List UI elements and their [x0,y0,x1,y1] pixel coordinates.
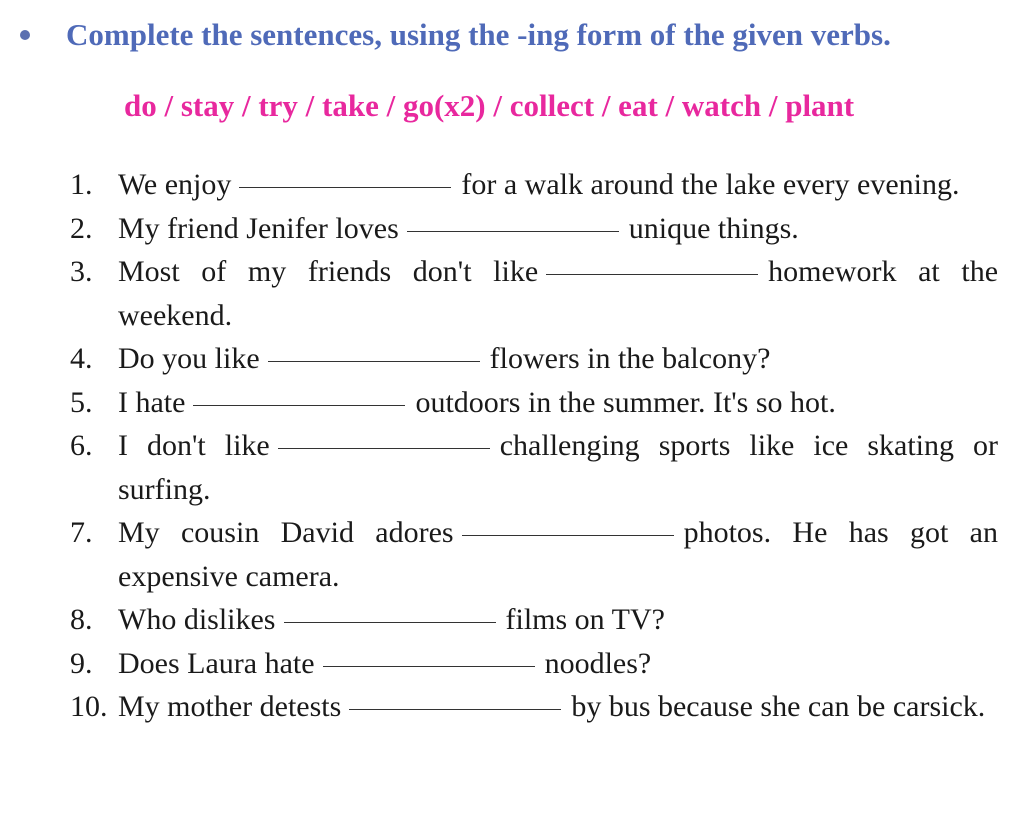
instruction-text: Complete the sentences, using the -ing form of the given verbs. [66,17,891,52]
sentence [118,381,998,425]
exercise-item-7 [70,511,998,598]
answer-blank[interactable] [268,360,480,362]
sentence-end: noodles? [544,646,652,680]
word-bank: do / stay / try / take / go(x2) / collect / eat / watch / plant [124,88,855,123]
sentence-start: I hate [118,385,186,419]
sentence-end: outdoors in the summer. It's so hot. [415,385,836,419]
sentence [118,207,998,251]
sentence-start: Most of my friends don't like [118,255,539,288]
exercise-item-4 [70,337,998,381]
answer-blank[interactable] [239,186,451,188]
answer-blank[interactable] [349,708,561,710]
answer-blank[interactable] [278,447,490,449]
answer-blank[interactable] [546,273,758,275]
exercise-item-10 [70,685,998,729]
sentence-start: Who dislikes [118,603,276,636]
exercise-item-6 [70,424,998,511]
item-number: 10. [70,690,108,723]
item-number: 3. [70,255,93,288]
answer-blank[interactable] [193,404,405,406]
sentence-end: homework at the weekend. [118,255,999,332]
sentence-end: flowers in the balcony? [489,342,771,375]
item-number: 1. [70,168,93,201]
sentence [118,337,998,381]
answer-blank[interactable] [462,534,674,536]
sentence-end: films on TV? [505,603,665,636]
instruction-heading [14,14,1004,56]
exercise-item-1 [70,163,998,207]
item-number: 7. [70,516,93,549]
sentence [118,250,998,337]
answer-blank[interactable] [284,621,496,623]
sentence-start: Do you like [118,342,260,375]
exercise-item-5 [70,381,998,425]
sentence [118,598,998,642]
sentence [118,163,998,207]
sentence-end: by bus because she can be carsick. [571,690,986,723]
sentence [118,642,998,686]
sentence-start: My friend Jenifer loves [118,211,399,245]
sentence-start: We enjoy [118,168,232,201]
sentence-end: challenging sports like ice skating or surfing. [118,429,998,506]
item-number: 9. [70,646,93,680]
item-number: 2. [70,211,93,245]
answer-blank[interactable] [323,665,535,667]
bullet-icon [20,30,30,40]
sentence-start: I don't like [118,429,270,462]
item-number: 6. [70,429,93,462]
exercise-item-8 [70,598,998,642]
sentence-start: Does Laura hate [118,646,315,680]
sentence-end: unique things. [628,211,799,245]
exercise-item-2 [70,207,998,251]
sentence-start: My mother detests [118,690,342,723]
exercise-item-3 [70,250,998,337]
sentence-end: for a walk around the lake every evening. [461,168,960,201]
sentence [118,685,998,729]
sentence [118,511,998,598]
exercise-list [70,163,998,729]
answer-blank[interactable] [407,230,619,232]
item-number: 4. [70,342,93,375]
exercise-item-9 [70,642,998,686]
sentence [118,424,998,511]
item-number: 8. [70,603,93,636]
item-number: 5. [70,385,93,419]
sentence-start: My cousin David adores [118,516,454,549]
sentence-end: photos. He has got an expensive camera. [118,516,998,593]
